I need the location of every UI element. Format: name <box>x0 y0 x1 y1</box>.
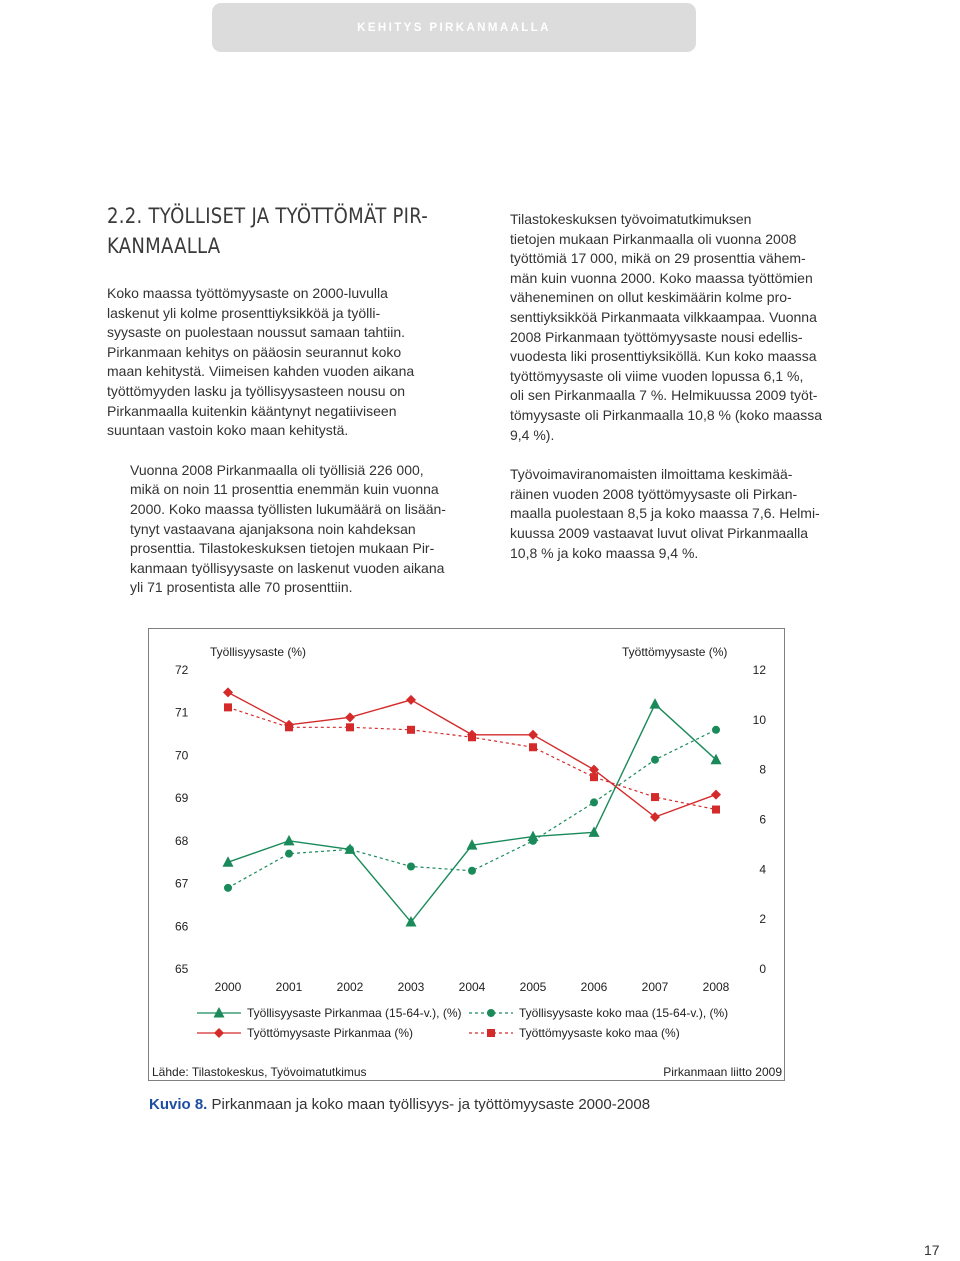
paragraph-line: kuussa 2009 vastaavat luvut olivat Pirkanmaalla <box>510 524 809 541</box>
series-marker <box>346 845 354 853</box>
section-title-line: 2.2. TYÖLLISET JA TYÖTTÖMÄT PIR- <box>107 204 429 228</box>
left-tick-label: 67 <box>175 876 189 891</box>
paragraph-line: laskenut yli kolme prosenttiyksikköä ja työlli- <box>107 304 381 321</box>
series-marker <box>711 790 721 800</box>
x-tick-label: 2001 <box>275 980 303 994</box>
figure-caption-text: Pirkanmaan ja koko maan työllisyys- ja työttömyysaste 2000-2008 <box>207 1096 651 1113</box>
series-marker <box>712 806 720 814</box>
chart-source-right: Pirkanmaan liitto 2009 <box>663 1065 782 1079</box>
chart-source-left: Lähde: Tilastokeskus, Työvoimatutkimus <box>152 1065 367 1079</box>
series-marker <box>284 835 295 846</box>
series-marker <box>589 826 600 837</box>
paragraph-line: kanmaan työllisyysaste on laskenut vuoden aikana <box>130 559 445 576</box>
paragraph-line: 2008 Pirkanmaan työttömyysaste nousi edellis- <box>510 328 803 345</box>
section-title-line: KANMAALLA <box>107 234 221 258</box>
x-tick-label: 2005 <box>519 980 547 994</box>
legend-label: Työttömyysaste koko maa (%) <box>519 1026 680 1040</box>
paragraph-line: prosenttia. Tilastokeskuksen tietojen mukaan Pir- <box>130 540 435 557</box>
series-marker <box>712 726 720 734</box>
right-tick-label: 0 <box>759 962 766 976</box>
paragraph-line: vuodesta liki prosenttiyksiköllä. Kun koko maassa <box>510 348 817 365</box>
figure-caption <box>149 1096 650 1113</box>
x-tick-label: 2004 <box>458 980 486 994</box>
paragraph-line: työttömyyden lasku ja työllisyysasteen nousu on <box>107 382 406 399</box>
paragraph-line: Vuonna 2008 Pirkanmaalla oli työllisiä 226 000, <box>130 461 424 478</box>
section-title <box>107 201 429 261</box>
paragraph-line: työttömiä 17 000, mikä on 29 prosenttia vähem- <box>510 250 806 267</box>
paragraph-line: tietojen mukaan Pirkanmaalla oli vuonna 2008 <box>510 230 797 247</box>
paragraph-line: Tilastokeskuksen työvoimatutkimuksen <box>510 211 752 227</box>
right-tick-label: 6 <box>759 812 766 827</box>
paragraph-line: yli 71 prosentista alle 70 prosenttiin. <box>130 579 353 596</box>
paragraph-line: män kuin vuonna 2000. Koko maassa työttömien <box>510 269 813 286</box>
series-marker <box>468 867 476 875</box>
x-tick-label: 2002 <box>336 980 364 994</box>
series-marker <box>407 726 415 734</box>
figure-caption-label: Kuvio 8. <box>149 1096 208 1113</box>
series-marker <box>214 1028 224 1038</box>
left-tick-label: 71 <box>175 705 189 720</box>
paragraph-line: senttiyksikköä Pirkanmaata vilkkaampaa. Vuonna <box>510 308 817 325</box>
series-marker <box>528 730 538 740</box>
x-tick-label: 2000 <box>214 980 242 994</box>
series-marker <box>224 703 232 711</box>
series-marker <box>285 850 293 858</box>
left-column <box>107 284 447 598</box>
x-tick-label: 2007 <box>641 980 669 994</box>
paragraph-line: suuntaan vastoin koko maan kehitystä. <box>107 422 349 439</box>
series-marker <box>345 712 355 722</box>
series-marker <box>487 1009 495 1017</box>
right-tick-label: 4 <box>759 862 766 877</box>
paragraph-line: 9,4 %). <box>510 426 555 443</box>
paragraph-line: syysaste on puolestaan noussut samaan tahtiin. <box>107 324 406 341</box>
left-paragraph-2 <box>107 461 447 598</box>
paragraph-line: Pirkanmaalla kuitenkin kääntynyt negatiiviseen <box>107 402 397 419</box>
legend-label: Työttömyysaste Pirkanmaa (%) <box>247 1026 414 1040</box>
series-marker <box>224 884 232 892</box>
paragraph-line: maan kehitystä. Viimeisen kahden vuoden aikana <box>107 363 415 380</box>
paragraph-line: väheneminen on ollut keskimäärin kolme pro- <box>510 289 792 306</box>
paragraph-line: tynyt vastaavana ajanjaksona noin kahdeksan <box>130 520 416 537</box>
x-tick-label: 2006 <box>580 980 608 994</box>
series-line <box>228 692 716 817</box>
section-header-label: KEHITYS PIRKANMAALLA <box>357 21 551 34</box>
series-marker <box>529 837 537 845</box>
right-tick-label: 12 <box>752 663 766 677</box>
legend-label: Työllisyysaste koko maa (15-64-v.), (%) <box>519 1006 729 1020</box>
right-tick-label: 10 <box>752 712 766 727</box>
left-axis-title: Työllisyysaste (%) <box>210 645 307 659</box>
series-marker <box>285 723 293 731</box>
series-marker <box>406 695 416 705</box>
left-tick-label: 72 <box>175 663 189 677</box>
series-line <box>228 730 716 888</box>
series-marker <box>487 1029 495 1037</box>
paragraph-line: 2000. Koko maassa työllisten lukumäärä on lisään- <box>130 500 446 517</box>
series-marker <box>346 723 354 731</box>
series-marker <box>590 773 598 781</box>
right-tick-label: 8 <box>759 762 766 777</box>
paragraph-line: tömyysaste oli Pirkanmaalla 10,8 % (koko maassa <box>510 406 823 423</box>
series-marker <box>650 698 661 709</box>
right-paragraph-2 <box>487 465 827 563</box>
series-marker <box>468 733 476 741</box>
paragraph-line: Työvoimaviranomaisten ilmoittama keskimää- <box>510 466 793 483</box>
series-marker <box>214 1007 225 1018</box>
series-marker <box>590 798 598 806</box>
section-header-tab <box>212 3 696 52</box>
right-paragraph-1 <box>487 210 827 445</box>
left-tick-label: 66 <box>175 919 189 934</box>
employment-unemployment-chart <box>149 629 786 1082</box>
paragraph-line: räinen vuoden 2008 työttömyysaste oli Pirkan- <box>510 485 798 502</box>
right-axis-title: Työttömyysaste (%) <box>622 645 728 659</box>
paragraph-line: 10,8 % ja koko maassa 9,4 %. <box>510 544 699 561</box>
paragraph-line: maalla puolestaan 8,5 ja koko maassa 7,6. Helmi- <box>510 505 820 522</box>
series-marker <box>529 743 537 751</box>
paragraph-line: Koko maassa työttömyysaste on 2000-luvulla <box>107 285 388 301</box>
chart-frame <box>148 628 785 1081</box>
left-tick-label: 69 <box>175 791 189 806</box>
left-paragraph-1 <box>107 284 447 441</box>
paragraph-line: oli sen Pirkanmaalla 7 %. Helmikuussa 2009 työt- <box>510 387 818 404</box>
series-marker <box>651 793 659 801</box>
series-marker <box>223 687 233 697</box>
series-marker <box>651 756 659 764</box>
left-tick-label: 65 <box>175 962 189 976</box>
right-column <box>487 210 827 563</box>
paragraph-line: työttömyysaste oli viime vuoden lopussa 6,1 %, <box>510 367 804 384</box>
left-tick-label: 68 <box>175 833 189 848</box>
paragraph-line: mikä on noin 11 prosenttia enemmän kuin vuonna <box>130 481 439 498</box>
left-tick-label: 70 <box>175 748 189 763</box>
right-tick-label: 2 <box>759 912 766 927</box>
x-tick-label: 2008 <box>702 980 730 994</box>
legend-label: Työllisyysaste Pirkanmaa (15-64-v.), (%) <box>247 1006 462 1020</box>
series-marker <box>407 862 415 870</box>
x-tick-label: 2003 <box>397 980 425 994</box>
paragraph-line: Pirkanmaan kehitys on pääosin seurannut koko <box>107 343 402 360</box>
page-number: 17 <box>924 1242 940 1258</box>
